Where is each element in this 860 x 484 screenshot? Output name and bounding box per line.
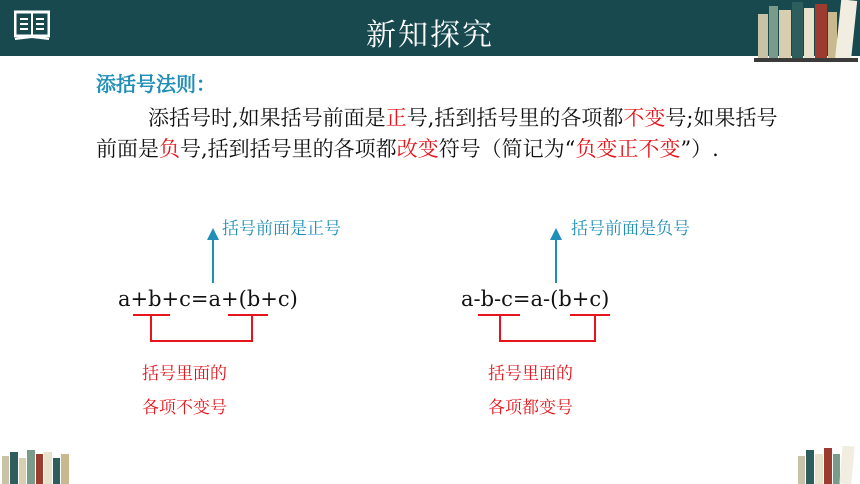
right-bracket-label-line2: 各项都变号 [488,398,573,418]
right-arrow-head [550,228,562,240]
right-bracket-label-line1: 括号里面的 [488,364,573,384]
page-title: 新知探究 [366,18,494,53]
mnemonic-highlight: 负变正不变 [575,137,681,161]
right-bracket-label [488,357,573,425]
left-formula: a+b+c=a+(b+c) [118,287,298,311]
left-arrow-head [207,228,219,240]
section-heading: 添括号法则： [96,72,216,96]
left-bracket-label-line2: 各项不变号 [142,398,227,418]
right-arrow-label: 括号前面是负号 [571,219,690,239]
changed-highlight: 改变 [396,137,439,161]
left-arrow-label: 括号前面是正号 [222,219,341,239]
right-formula: a-b-c=a-(b+c) [461,287,610,311]
left-bracket-label-line1: 括号里面的 [142,364,227,384]
rule-text-part: 号,括到括号里的各项都 [180,137,397,161]
rule-text-part: 号;如果括号前面是 [96,106,778,161]
rule-text-part: 号,括到括号里的各项都 [406,106,624,130]
rule-text-part: 添括号时,如果括号前面是 [148,106,386,130]
negative-sign-highlight: 负 [159,137,180,161]
right-bracket [478,315,610,341]
left-bracket-label [142,357,227,425]
positive-sign-highlight: 正 [385,106,407,130]
bottom-right-books-illustration [796,446,860,484]
bottom-left-books-illustration [0,448,72,484]
rule-text-part: ”）. [680,137,719,161]
left-bracket [133,315,268,341]
rule-text-part: 符号（简记为“ [438,137,576,161]
unchanged-highlight: 不变 [623,106,666,130]
